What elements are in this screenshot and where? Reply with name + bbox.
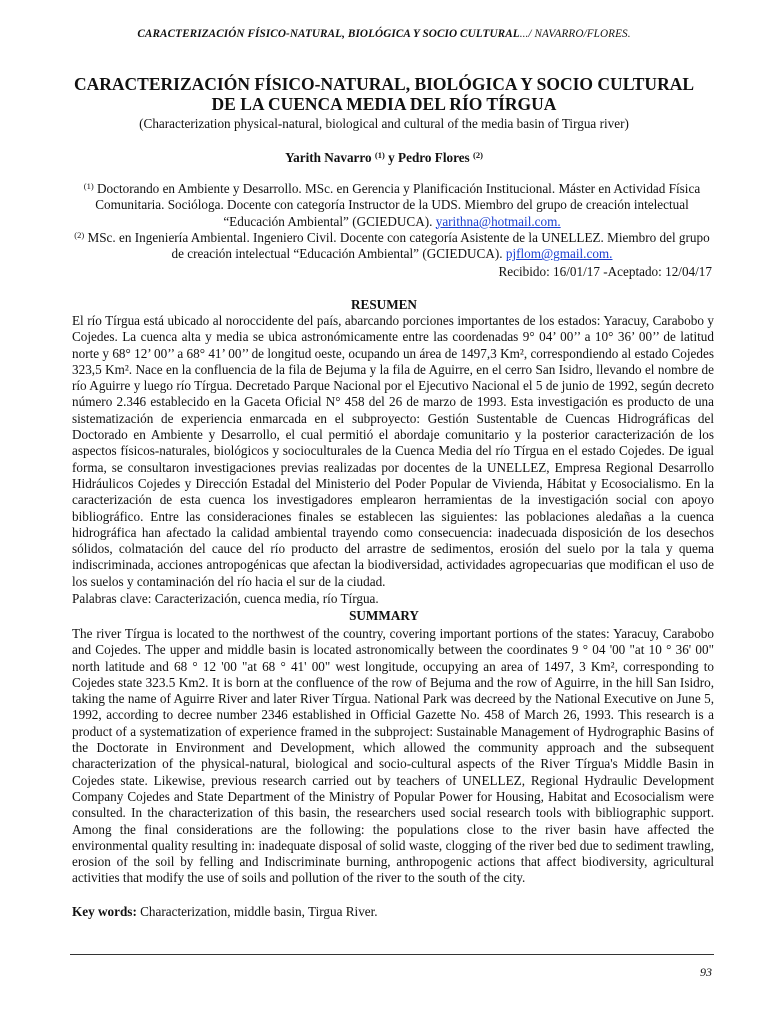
author-2: Pedro Flores xyxy=(398,150,470,165)
author-conjunction: y xyxy=(384,150,399,165)
author-2-mark: (2) xyxy=(473,150,483,160)
running-head-title: CARACTERIZACIÓN FÍSICO-NATURAL, BIOLÓGICA Y SOCIO CULTURAL xyxy=(137,28,520,40)
affiliation-2-text: MSc. en Ingeniería Ambiental. Ingeniero Civil. Docente con categoría Asistente de la UNELLEZ. Miembro del grupo de creación intelectual “Educación Ambiental” (GCIEDUCA). xyxy=(84,230,710,262)
article-title xyxy=(40,74,728,114)
received-accepted-dates: Recibido: 16/01/17 -Aceptado: 12/04/17 xyxy=(498,264,712,279)
footer-divider xyxy=(70,954,714,955)
author-1-mark: (1) xyxy=(374,150,385,160)
resumen-heading: RESUMEN xyxy=(351,297,417,312)
summary-keywords-text: Characterization, middle basin, Tirgua River. xyxy=(136,904,378,919)
resumen-keywords: Palabras clave: Caracterización, cuenca media, río Tírgua. xyxy=(72,591,379,606)
affiliation-2-mark: (2) xyxy=(74,230,85,240)
affiliation-1 xyxy=(72,181,712,230)
affiliation-2-email-link[interactable]: pjflom@gmail.com. xyxy=(505,246,613,262)
summary-heading: SUMMARY xyxy=(349,608,419,623)
running-head-authors: .../ NAVARRO/FLORES. xyxy=(519,28,631,40)
summary-keywords xyxy=(72,904,378,920)
affiliation-1-mark: (1) xyxy=(83,181,94,191)
author-line xyxy=(40,150,728,166)
author-1: Yarith Navarro xyxy=(285,150,372,165)
affiliation-1-text: Doctorando en Ambiente y Desarrollo. MSc. en Gerencia y Planificación Institucional. Máster en Actividad Física Comunitaria. Socióloga. Docente con categoría Instructor de la UDS. Miembro del grupo de creación intelectual “Educación Ambiental” (GCIEDUCA). xyxy=(93,181,701,229)
page-number: 93 xyxy=(700,965,712,979)
summary-keywords-label: Key words: xyxy=(72,904,137,919)
article-title-line-1: CARACTERIZACIÓN FÍSICO-NATURAL, BIOLÓGICA Y SOCIO CULTURAL xyxy=(73,74,695,94)
resumen-body: El río Tírgua está ubicado al noroccidente del país, abarcando porciones importantes de los estados: Yaracuy, Carabobo y Cojedes. La cuenca alta y media se ubica astronómicamente entre las coordenadas 9° 04’ 00’’ a 10° 36’ 00’’ de latitud norte y 68° 12’ 00’’ a 68° 41’ 00’’ de longitud oeste, ocupando un área de 1497,3 Km², correspondiendo al estado Cojedes 323,5 Km². Nace en la confluencia de la fila de Bejuma y la fila de Aguirre, en el cerro San Isidro, llevando el nombre de río Aguirre y luego río Tírgua. Decretado Parque Nacional por el Ejecutivo Nacional el 5 de junio de 1992, según decreto número 2.346 establecido en la Gaceta Oficial N° 458 del 26 de marzo de 1993. Esta investigación es producto de una sistematización de experiencia enmarcada en el subproyecto: Gestión Sustentable de Cuencas Hidrográficas del Doctorado en Ambiente y Desarrollo, el cual permitió el abordaje comunitario y la posterior caracterización de los aspectos físicos-naturales, biológicos y socioculturales de la Cuenca Media del río Tírgua en el estado Cojedes. De igual forma, se consultaron investigaciones previas realizadas por docentes de la UNELLEZ, Empresa Regional Desarrollo Hidráulicos Cojedes y Dirección Estadal del Ministerio del Poder Popular de Vivienda, Hábitat y Ecosocialismo. En la caracterización de esta cuenca los investigadores emplearon herramientas de la investigación social con apoyo bibliográfico. Entre las consideraciones finales se establecen las siguientes: las poblaciones aledañas a la cuenca hidrográfica han afectado la calidad ambiental trayendo como consecuencia: inadecuada disposición de los desechos sólidos, colmatación del cauce del río producto del arrastre de sedimentos, erosión del suelo por la tala y quema indiscriminada, acciones antropogénicas que afectan la biodiversidad, actividades agropecuarias que modifican el uso de los suelos y contaminación del río hacia el sur de la ciudad. xyxy=(72,313,714,589)
affiliation-2 xyxy=(72,230,712,263)
summary-body: The river Tírgua is located to the northwest of the country, covering important portions of the states: Yaracuy, Carabobo and Cojedes. The upper and middle basin is located astronomically between the coordinates 9 ° 04 '00 "at 10 ° 36' 00" north latitude and 68 ° 12 '00 "at 68 ° 41' 00" west longitude, occupying an area of 1497, 3 Km², corresponding to Cojedes state 323.5 Km2. It is born at the confluence of the row of Bejuma and the row of Aguirre, in the hill San Isidro, taking the name of Aguirre River and later River Tírgua. National Park was decreed by the National Executive on June 5, 1992, according to decree number 2346 established in Official Gazette No. 458 of March 26, 1993. This research is a product of a systematization of experience framed in the subproject: Sustainable Management of Hydrographic Basins of the Doctorate in Environment and Development, which allowed the community approach and the subsequent characterization of the physical-natural, biological and socio-cultural aspects of the River Tírgua's Middle Basin in Cojedes state. Likewise, previous research carried out by teachers of UNELLEZ, Regional Hydraulic Development Company Cojedes and State Department of the Ministry of Popular Power for Housing, Habitat and Ecosocialism were consulted. In the characterization of this basin, the researchers used social research tools with bibliographic support. Among the final considerations are the following: the populations close to the river basin have affected the environmental quality resulting in: inadequate disposal of solid waste, clogging of the river bed due to sediment trawling, erosion of the soil by felling and Indiscriminate burning, anthropogenic actions that affect biodiversity, agricultural activities that modify the use of soils and pollution of the river to the south of the city. xyxy=(72,626,714,886)
affiliation-1-email-link[interactable]: yarithna@hotmail.com. xyxy=(435,213,561,229)
running-head xyxy=(0,28,768,40)
article-subtitle: (Characterization physical-natural, biological and cultural of the media basin of Tirgua river) xyxy=(139,116,629,131)
article-title-line-2: DE LA CUENCA MEDIA DEL RÍO TÍRGUA xyxy=(211,94,557,114)
